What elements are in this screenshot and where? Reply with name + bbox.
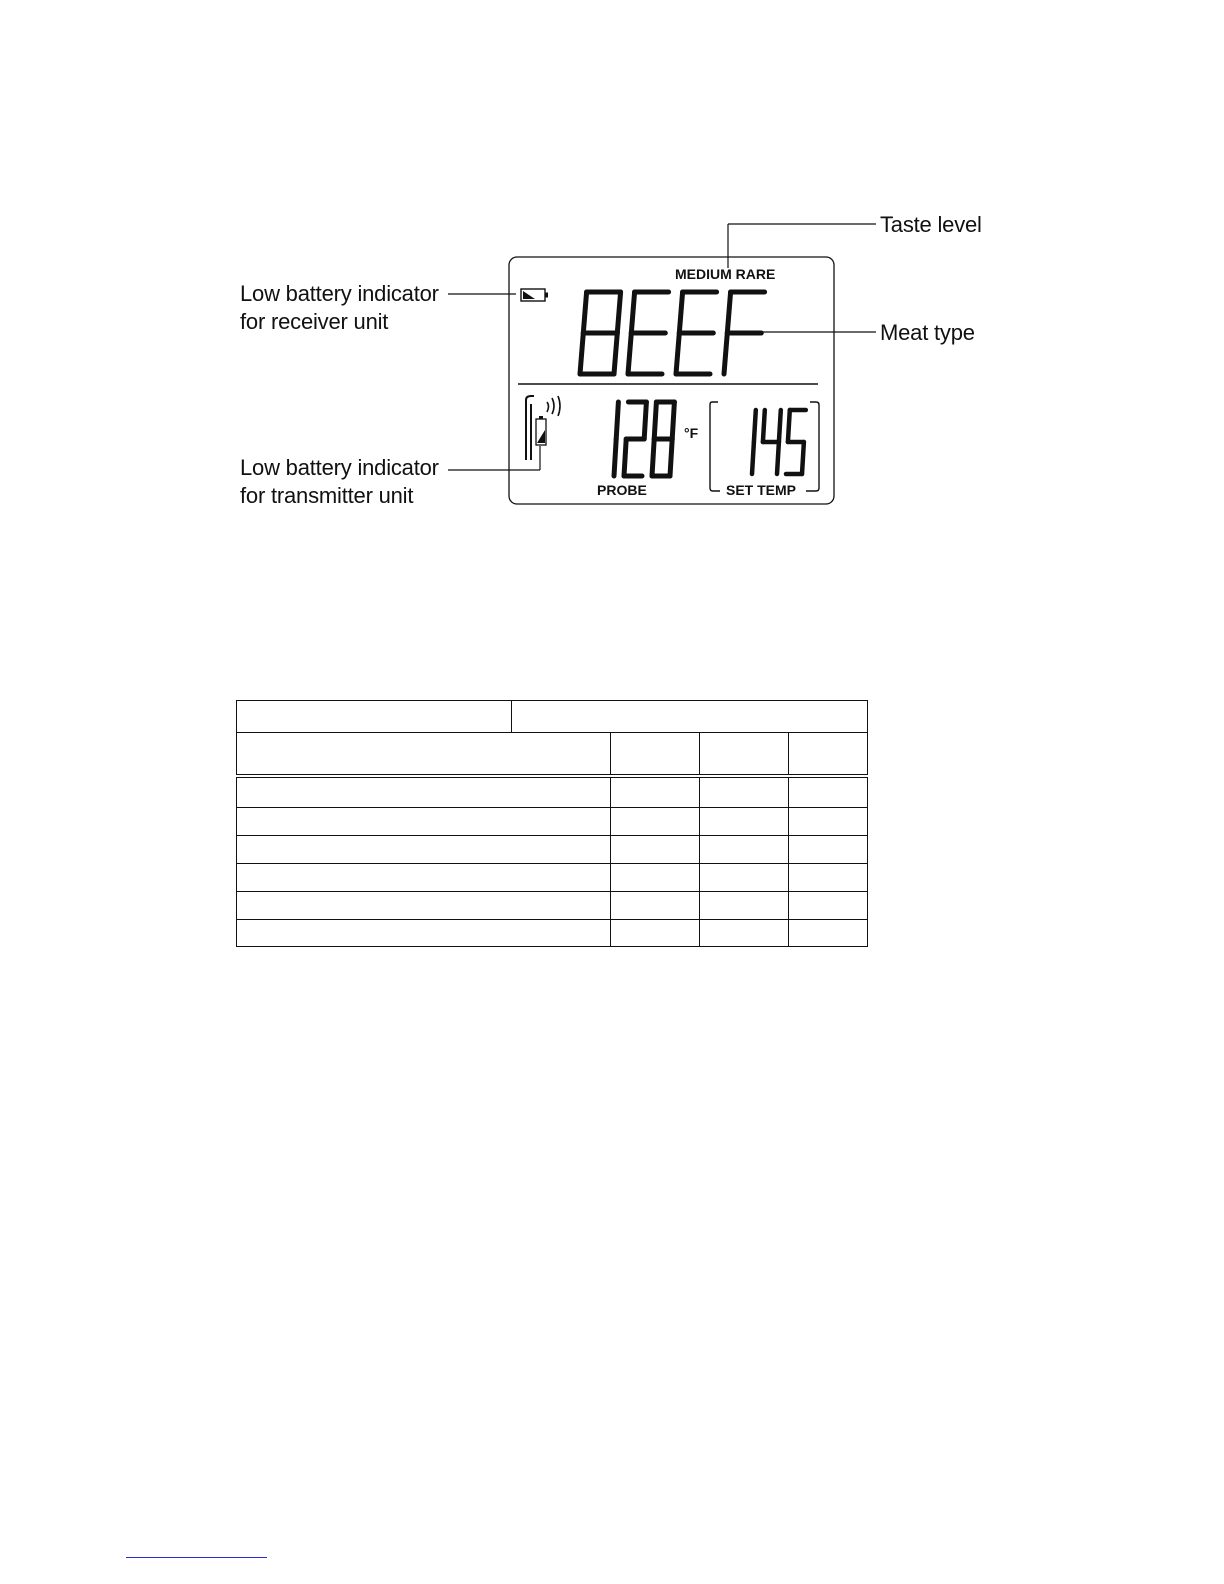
table-cell [700, 864, 789, 892]
probe-temperature-segment-display [614, 402, 674, 476]
empty-temperature-table [236, 700, 868, 947]
lcd-segment [617, 292, 620, 333]
table-cell [512, 701, 868, 733]
lcd-display-diagram [0, 0, 1224, 560]
lcd-segment [802, 442, 804, 474]
lcd-segment [779, 410, 781, 442]
table-cell [789, 836, 868, 864]
temperature-unit: °F [684, 425, 699, 441]
table-cell [789, 776, 868, 808]
table-cell [237, 776, 611, 808]
footnote-rule [126, 1557, 267, 1558]
lcd-segment [727, 292, 730, 333]
table-cell [700, 808, 789, 836]
table-cell [789, 808, 868, 836]
table-row [237, 836, 868, 864]
lcd-segment [788, 410, 790, 442]
lcd-segment [672, 402, 674, 439]
table-cell [611, 808, 700, 836]
set-temp-label: SET TEMP [726, 482, 797, 498]
set-temperature-segment-display [752, 410, 806, 474]
table-cell [611, 733, 700, 776]
lcd-segment [724, 333, 727, 374]
lcd-segment [624, 439, 626, 476]
meat-type-callout: Meat type [880, 320, 975, 345]
table-row [237, 776, 868, 808]
lcd-segment [583, 292, 586, 333]
lcd-segment [654, 402, 656, 439]
transmitter-battery-callout-line2: for transmitter unit [240, 483, 414, 508]
lcd-segment [580, 333, 583, 374]
lcd-segment [777, 442, 779, 474]
lcd-segment [616, 402, 618, 439]
table-cell [237, 701, 512, 733]
taste-level-text: MEDIUM RARE [675, 266, 776, 282]
table-cell [237, 892, 611, 920]
lcd-segment [614, 333, 617, 374]
lcd-segment [628, 333, 631, 374]
lcd-segment [754, 410, 756, 442]
leader-lines [448, 224, 876, 470]
lcd-segment [652, 439, 654, 476]
table-cell [237, 836, 611, 864]
table-cell [700, 920, 789, 947]
table-cell [237, 808, 611, 836]
lcd-segment [676, 333, 679, 374]
table-row [237, 864, 868, 892]
table-row [237, 920, 868, 947]
table-cell [789, 864, 868, 892]
table-cell [611, 836, 700, 864]
lcd-segment [752, 442, 754, 474]
table-cell [700, 733, 789, 776]
lcd-segment [763, 410, 765, 442]
table-cell [700, 776, 789, 808]
table-cell [611, 892, 700, 920]
receiver-battery-icon [521, 289, 548, 301]
table-cell [700, 892, 789, 920]
table-cell [789, 892, 868, 920]
receiver-battery-callout-line1: Low battery indicator [240, 281, 439, 306]
table-cell [237, 733, 611, 776]
table-cell [611, 920, 700, 947]
table-row [237, 892, 868, 920]
table-cell [237, 864, 611, 892]
table-row [237, 808, 868, 836]
table-cell [237, 920, 611, 947]
probe-label: PROBE [597, 482, 647, 498]
lcd-segment [670, 439, 672, 476]
table-cell [700, 836, 789, 864]
transmitter-battery-icon [536, 416, 546, 445]
table-header-row-2 [237, 733, 868, 776]
transmitter-icon [526, 396, 560, 460]
lcd-segment [631, 292, 634, 333]
table-cell [611, 864, 700, 892]
transmitter-battery-callout-line1: Low battery indicator [240, 455, 439, 480]
lcd-segment [679, 292, 682, 333]
lcd-segment [644, 402, 646, 439]
table-cell [789, 920, 868, 947]
taste-level-callout: Taste level [880, 212, 982, 237]
table-cell [611, 776, 700, 808]
lcd-segment [614, 439, 616, 476]
table-cell [789, 733, 868, 776]
table-header-row-1 [237, 701, 868, 733]
receiver-battery-callout-line2: for receiver unit [240, 309, 389, 334]
meat-type-segment-display [580, 292, 765, 374]
